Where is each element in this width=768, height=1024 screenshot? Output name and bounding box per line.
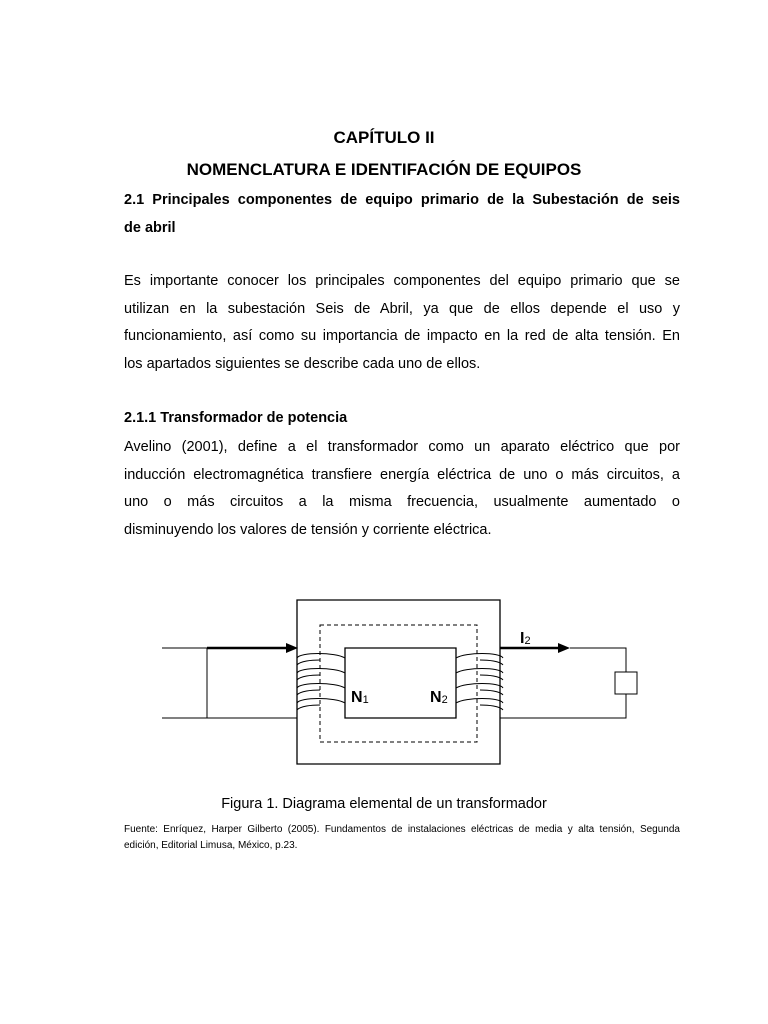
- load-resistor: [615, 672, 637, 694]
- source-line-1: Fuente: Enríquez, Harper Gilberto (2005). Fundamentos de instalaciones eléctricas de media y alta tensión, Segunda: [124, 824, 680, 835]
- body-line-1: Avelino (2001), define a el transformador como un aparato eléctrico que por: [124, 439, 680, 455]
- figure-caption: Figura 1. Diagrama elemental de un transformador: [221, 796, 547, 812]
- section-heading: [124, 186, 680, 242]
- intro-line-2: utilizan en la subestación Seis de Abril, ya que de ellos depende el uso y: [124, 300, 680, 317]
- figure-source: [124, 822, 680, 854]
- subsection-heading: 2.1.1 Transformador de potencia: [124, 410, 348, 426]
- primary-winding: [297, 654, 345, 711]
- subsection-paragraph: [124, 434, 680, 544]
- primary-arrow-head: [286, 643, 298, 653]
- transformer-diagram: [150, 590, 650, 775]
- section-heading-line-1: 2.1 Principales componentes de equipo primario de la Subestación de seis: [124, 192, 680, 208]
- flux-path: [320, 625, 477, 742]
- label-i2: I2: [520, 630, 531, 647]
- secondary-winding: [456, 654, 503, 711]
- body-line-3: uno o más circuitos a la misma frecuencia, usualmente aumentado o: [124, 494, 680, 510]
- chapter-title: NOMENCLATURA E IDENTIFACIÓN DE EQUIPOS: [186, 160, 582, 179]
- intro-line-4: los apartados siguientes se describe cada uno de ellos.: [124, 355, 481, 372]
- body-line-2: inducción electromagnética transfiere energía eléctrica de uno o más circuitos, a: [124, 466, 680, 483]
- body-line-4: disminuyendo los valores de tensión y corriente eléctrica.: [124, 521, 492, 538]
- section-heading-line-2: de abril: [124, 220, 176, 236]
- secondary-bottom-wire: [500, 694, 626, 718]
- intro-line-3: funcionamiento, así como su importancia de impacto en la red de alta tensión. En: [124, 328, 680, 344]
- label-n1: N1: [351, 689, 369, 706]
- label-n2: N2: [430, 689, 448, 706]
- intro-line-1: Es importante conocer los principales componentes del equipo primario que se: [124, 273, 680, 289]
- secondary-top-wire: [570, 648, 626, 672]
- intro-paragraph: [124, 268, 680, 378]
- transformer-diagram-svg: [150, 590, 650, 775]
- source-line-2: edición, Editorial Limusa, México, p.23.: [124, 840, 298, 851]
- secondary-arrow-head: [558, 643, 570, 653]
- core-window: [345, 648, 456, 718]
- chapter-number: CAPÍTULO II: [333, 128, 435, 147]
